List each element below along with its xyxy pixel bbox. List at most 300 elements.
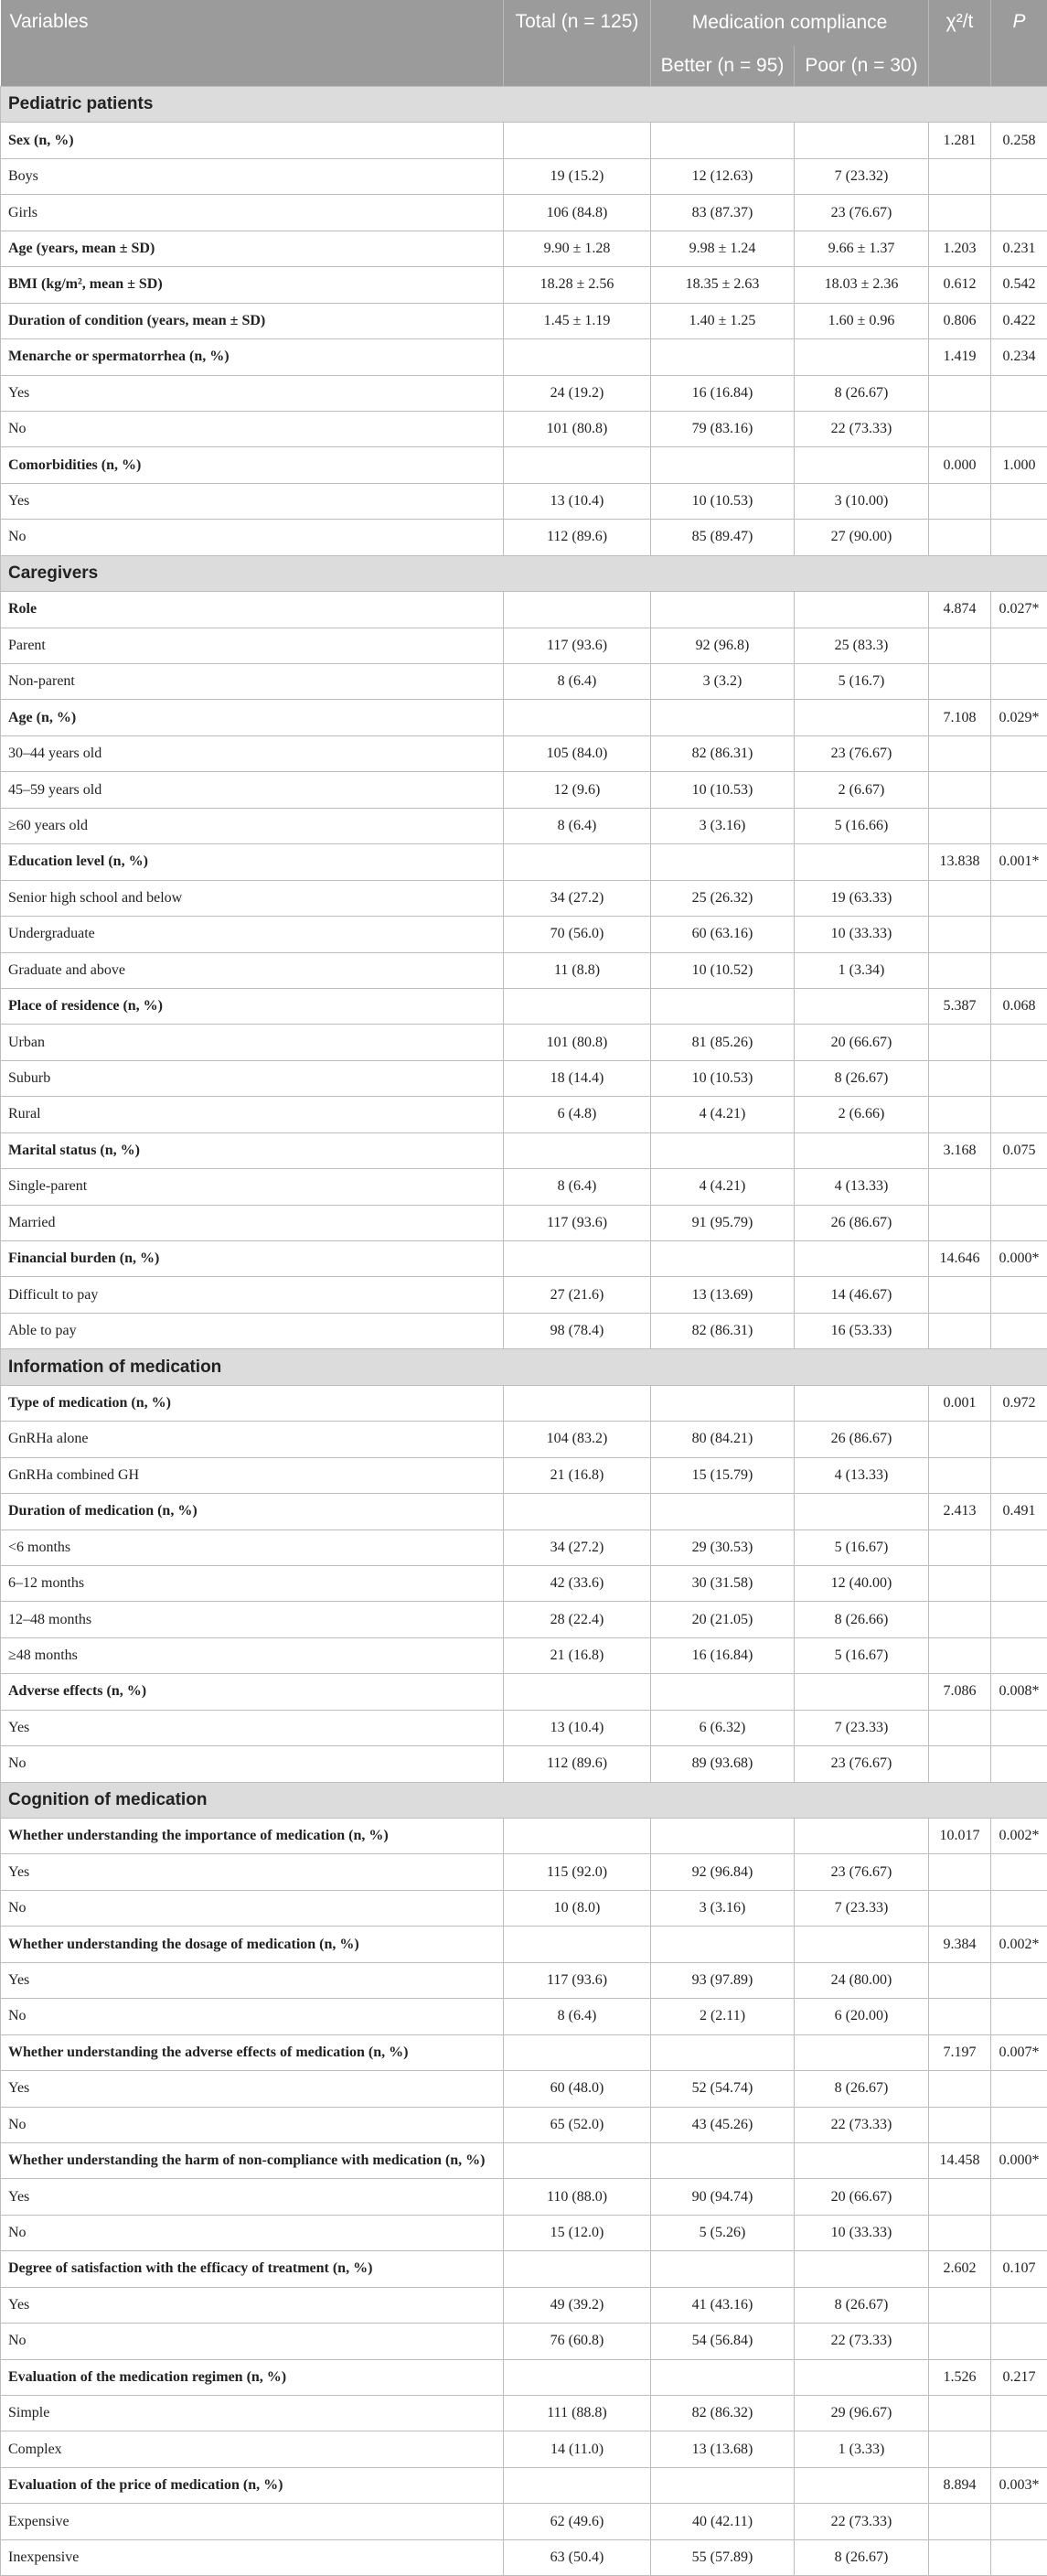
cell-better: 4 (4.21)	[651, 1169, 795, 1205]
row-label: No	[1, 2215, 504, 2250]
cell-poor: 16 (53.33)	[795, 1313, 929, 1348]
row-label: GnRHa combined GH	[1, 1457, 504, 1493]
cell-total: 60 (48.0)	[504, 2071, 651, 2107]
cell-better: 12 (12.63)	[651, 158, 795, 194]
cell-chi-t	[929, 1854, 991, 1890]
section-title: Pediatric patients	[1, 87, 1047, 123]
cell-total	[504, 2251, 651, 2287]
cell-poor	[795, 1241, 929, 1277]
cell-better: 81 (85.26)	[651, 1025, 795, 1060]
cell-better: 80 (84.21)	[651, 1422, 795, 1457]
cell-chi-t	[929, 917, 991, 952]
cell-chi-t	[929, 1277, 991, 1313]
category-row	[1, 700, 1047, 735]
cell-total: 12 (9.6)	[504, 772, 651, 808]
cell-better: 20 (21.05)	[651, 1602, 795, 1637]
table-row	[1, 483, 1047, 519]
cell-p-value	[991, 1637, 1047, 1673]
cell-p-value: 0.001*	[991, 844, 1047, 880]
cell-p-value	[991, 375, 1047, 411]
row-label: Yes	[1, 375, 504, 411]
category-row	[1, 2034, 1047, 2070]
cell-total	[504, 2142, 651, 2178]
cell-better: 2 (2.11)	[651, 1999, 795, 2034]
cell-chi-t	[929, 2287, 991, 2323]
cell-poor: 22 (73.33)	[795, 2107, 929, 2142]
cell-total: 63 (50.4)	[504, 2539, 651, 2575]
cell-better	[651, 700, 795, 735]
cell-poor: 2 (6.67)	[795, 772, 929, 808]
cell-p-value	[991, 1746, 1047, 1782]
category-row	[1, 1674, 1047, 1710]
cell-p-value	[991, 2324, 1047, 2359]
row-label: No	[1, 520, 504, 555]
cell-better	[651, 1674, 795, 1710]
cell-poor	[795, 2467, 929, 2503]
cell-poor: 5 (16.66)	[795, 808, 929, 843]
row-label: 30–44 years old	[1, 735, 504, 771]
cell-better	[651, 1385, 795, 1421]
cell-chi-t: 2.413	[929, 1494, 991, 1530]
cell-poor: 1.60 ± 0.96	[795, 303, 929, 338]
table-row	[1, 195, 1047, 231]
cell-poor: 26 (86.67)	[795, 1205, 929, 1240]
cell-chi-t	[929, 1097, 991, 1132]
cell-chi-t: 7.197	[929, 2034, 991, 2070]
table-row	[1, 2431, 1047, 2467]
row-label: Yes	[1, 2287, 504, 2323]
cell-poor	[795, 592, 929, 628]
category-row	[1, 1241, 1047, 1277]
cell-p-value: 0.217	[991, 2359, 1047, 2395]
cell-chi-t	[929, 1746, 991, 1782]
cell-total: 112 (89.6)	[504, 1746, 651, 1782]
cell-poor: 8 (26.67)	[795, 2287, 929, 2323]
cell-chi-t	[929, 2539, 991, 2575]
cell-poor: 6 (20.00)	[795, 1999, 929, 2034]
cell-p-value	[991, 2179, 1047, 2215]
cell-poor: 10 (33.33)	[795, 917, 929, 952]
cell-chi-t: 10.017	[929, 1819, 991, 1854]
table-row	[1, 1205, 1047, 1240]
cell-better	[651, 2034, 795, 2070]
cell-poor	[795, 1385, 929, 1421]
table-row	[1, 375, 1047, 411]
table-row	[1, 1999, 1047, 2034]
cell-total: 18 (14.4)	[504, 1060, 651, 1096]
cell-better	[651, 2359, 795, 2395]
cell-chi-t	[929, 2179, 991, 2215]
category-row	[1, 231, 1047, 266]
section-title: Information of medication	[1, 1349, 1047, 1385]
row-label: No	[1, 411, 504, 446]
row-label: ≥48 months	[1, 1637, 504, 1673]
cell-chi-t	[929, 483, 991, 519]
cell-total: 13 (10.4)	[504, 1710, 651, 1745]
cell-p-value	[991, 1313, 1047, 1348]
header-poor: Poor (n = 30)	[795, 46, 929, 87]
cell-chi-t: 5.387	[929, 988, 991, 1024]
category-row	[1, 988, 1047, 1024]
category-row	[1, 303, 1047, 338]
cell-better: 89 (93.68)	[651, 1746, 795, 1782]
row-label: No	[1, 2324, 504, 2359]
cell-chi-t: 0.612	[929, 267, 991, 303]
row-label: Duration of medication (n, %)	[1, 1494, 504, 1530]
cell-poor	[795, 339, 929, 375]
cell-chi-t	[929, 520, 991, 555]
cell-better	[651, 2251, 795, 2287]
cell-poor: 24 (80.00)	[795, 1962, 929, 1998]
cell-chi-t	[929, 1962, 991, 1998]
cell-better: 9.98 ± 1.24	[651, 231, 795, 266]
cell-chi-t: 4.874	[929, 592, 991, 628]
header-variables: Variables	[1, 0, 504, 87]
cell-poor: 8 (26.66)	[795, 1602, 929, 1637]
cell-total: 1.45 ± 1.19	[504, 303, 651, 338]
cell-poor: 12 (40.00)	[795, 1565, 929, 1601]
cell-poor: 1 (3.34)	[795, 952, 929, 988]
row-label: Graduate and above	[1, 952, 504, 988]
cell-p-value: 0.107	[991, 2251, 1047, 2287]
cell-p-value	[991, 735, 1047, 771]
cell-better: 54 (56.84)	[651, 2324, 795, 2359]
category-row	[1, 123, 1047, 158]
cell-chi-t: 7.108	[929, 700, 991, 735]
row-label: Simple	[1, 2396, 504, 2431]
row-label: Senior high school and below	[1, 880, 504, 916]
cell-total: 34 (27.2)	[504, 1530, 651, 1565]
table-row	[1, 664, 1047, 700]
header-medication-compliance: Medication compliance	[651, 0, 929, 46]
cell-p-value: 0.068	[991, 988, 1047, 1024]
cell-total: 101 (80.8)	[504, 411, 651, 446]
cell-better: 92 (96.84)	[651, 1854, 795, 1890]
row-label: 12–48 months	[1, 1602, 504, 1637]
cell-poor: 1 (3.33)	[795, 2431, 929, 2467]
section-title: Cognition of medication	[1, 1782, 1047, 1818]
cell-chi-t	[929, 375, 991, 411]
category-row	[1, 592, 1047, 628]
cell-better	[651, 844, 795, 880]
table-row	[1, 2179, 1047, 2215]
cell-poor	[795, 844, 929, 880]
cell-better: 18.35 ± 2.63	[651, 267, 795, 303]
table-row	[1, 2324, 1047, 2359]
cell-total: 8 (6.4)	[504, 1999, 651, 2034]
row-label: Yes	[1, 2179, 504, 2215]
cell-better: 10 (10.53)	[651, 1060, 795, 1096]
cell-better	[651, 2467, 795, 2503]
cell-better: 16 (16.84)	[651, 375, 795, 411]
cell-better: 93 (97.89)	[651, 1962, 795, 1998]
cell-poor: 23 (76.67)	[795, 1854, 929, 1890]
cell-total	[504, 1385, 651, 1421]
cell-total: 106 (84.8)	[504, 195, 651, 231]
table-row	[1, 1025, 1047, 1060]
cell-p-value	[991, 1602, 1047, 1637]
row-label: Expensive	[1, 2504, 504, 2539]
cell-p-value	[991, 664, 1047, 700]
table-row	[1, 2504, 1047, 2539]
cell-total	[504, 2034, 651, 2070]
cell-poor: 19 (63.33)	[795, 880, 929, 916]
cell-poor: 5 (16.67)	[795, 1637, 929, 1673]
cell-p-value	[991, 628, 1047, 663]
cell-better: 13 (13.69)	[651, 1277, 795, 1313]
cell-poor: 7 (23.32)	[795, 158, 929, 194]
cell-chi-t: 9.384	[929, 1927, 991, 1962]
row-label: Parent	[1, 628, 504, 663]
cell-total: 18.28 ± 2.56	[504, 267, 651, 303]
row-label: Whether understanding the importance of medication (n, %)	[1, 1819, 504, 1854]
cell-poor: 22 (73.33)	[795, 411, 929, 446]
header-better: Better (n = 95)	[651, 46, 795, 87]
cell-chi-t	[929, 664, 991, 700]
row-label: Yes	[1, 1710, 504, 1745]
cell-better: 79 (83.16)	[651, 411, 795, 446]
table-row	[1, 1602, 1047, 1637]
table-row	[1, 2396, 1047, 2431]
table-row	[1, 2215, 1047, 2250]
cell-better: 41 (43.16)	[651, 2287, 795, 2323]
cell-total: 11 (8.8)	[504, 952, 651, 988]
table-row	[1, 808, 1047, 843]
cell-better: 10 (10.53)	[651, 483, 795, 519]
cell-chi-t: 8.894	[929, 2467, 991, 2503]
row-label: Duration of condition (years, mean ± SD)	[1, 303, 504, 338]
cell-p-value	[991, 158, 1047, 194]
cell-total: 65 (52.0)	[504, 2107, 651, 2142]
cell-chi-t	[929, 735, 991, 771]
cell-poor: 5 (16.7)	[795, 664, 929, 700]
row-label: Education level (n, %)	[1, 844, 504, 880]
cell-chi-t	[929, 1999, 991, 2034]
cell-p-value: 0.234	[991, 339, 1047, 375]
cell-total: 104 (83.2)	[504, 1422, 651, 1457]
cell-total	[504, 1494, 651, 1530]
cell-p-value: 0.075	[991, 1132, 1047, 1168]
cell-better: 55 (57.89)	[651, 2539, 795, 2575]
cell-poor: 25 (83.3)	[795, 628, 929, 663]
cell-poor	[795, 1494, 929, 1530]
header-total: Total (n = 125)	[504, 0, 651, 87]
cell-p-value	[991, 1422, 1047, 1457]
cell-p-value: 0.003*	[991, 2467, 1047, 2503]
cell-total: 34 (27.2)	[504, 880, 651, 916]
header-p: P	[991, 0, 1047, 87]
cell-chi-t	[929, 1565, 991, 1601]
cell-chi-t	[929, 628, 991, 663]
table-row	[1, 880, 1047, 916]
row-label: Age (n, %)	[1, 700, 504, 735]
table-row	[1, 1854, 1047, 1890]
table-row	[1, 1890, 1047, 1926]
cell-poor: 20 (66.67)	[795, 1025, 929, 1060]
cell-p-value: 0.422	[991, 303, 1047, 338]
cell-total: 49 (39.2)	[504, 2287, 651, 2323]
cell-better	[651, 123, 795, 158]
category-row	[1, 1819, 1047, 1854]
cell-chi-t	[929, 1060, 991, 1096]
cell-better: 91 (95.79)	[651, 1205, 795, 1240]
cell-p-value	[991, 483, 1047, 519]
cell-poor	[795, 700, 929, 735]
cell-p-value	[991, 195, 1047, 231]
cell-total: 21 (16.8)	[504, 1637, 651, 1673]
cell-p-value	[991, 1205, 1047, 1240]
cell-p-value	[991, 1710, 1047, 1745]
table-row	[1, 2107, 1047, 2142]
cell-chi-t	[929, 1710, 991, 1745]
cell-total: 111 (88.8)	[504, 2396, 651, 2431]
cell-better: 82 (86.31)	[651, 735, 795, 771]
row-label: No	[1, 1746, 504, 1782]
cell-chi-t	[929, 1313, 991, 1348]
cell-better: 3 (3.2)	[651, 664, 795, 700]
row-label: Undergraduate	[1, 917, 504, 952]
category-row	[1, 1132, 1047, 1168]
cell-poor	[795, 1927, 929, 1962]
cell-p-value	[991, 1025, 1047, 1060]
cell-poor: 4 (13.33)	[795, 1169, 929, 1205]
cell-p-value	[991, 772, 1047, 808]
cell-chi-t	[929, 1457, 991, 1493]
cell-better: 92 (96.8)	[651, 628, 795, 663]
cell-better: 5 (5.26)	[651, 2215, 795, 2250]
cell-total: 98 (78.4)	[504, 1313, 651, 1348]
table-row	[1, 1710, 1047, 1745]
row-label: Menarche or spermatorrhea (n, %)	[1, 339, 504, 375]
row-label: Whether understanding the dosage of medication (n, %)	[1, 1927, 504, 1962]
row-label: Married	[1, 1205, 504, 1240]
cell-better: 25 (26.32)	[651, 880, 795, 916]
cell-total: 105 (84.0)	[504, 735, 651, 771]
cell-poor	[795, 1674, 929, 1710]
cell-total	[504, 700, 651, 735]
cell-poor: 23 (76.67)	[795, 195, 929, 231]
cell-poor: 3 (10.00)	[795, 483, 929, 519]
cell-p-value	[991, 2431, 1047, 2467]
cell-poor	[795, 1819, 929, 1854]
cell-p-value	[991, 2539, 1047, 2575]
cell-poor: 27 (90.00)	[795, 520, 929, 555]
row-label: Yes	[1, 1962, 504, 1998]
cell-chi-t	[929, 1169, 991, 1205]
cell-chi-t	[929, 2504, 991, 2539]
cell-p-value: 0.542	[991, 267, 1047, 303]
row-label: Boys	[1, 158, 504, 194]
cell-p-value	[991, 1097, 1047, 1132]
cell-p-value: 0.008*	[991, 1674, 1047, 1710]
row-label: Financial burden (n, %)	[1, 1241, 504, 1277]
cell-total: 115 (92.0)	[504, 1854, 651, 1890]
cell-p-value	[991, 952, 1047, 988]
table-row	[1, 1746, 1047, 1782]
cell-chi-t	[929, 2396, 991, 2431]
cell-chi-t	[929, 2431, 991, 2467]
row-label: No	[1, 2107, 504, 2142]
cell-better: 29 (30.53)	[651, 1530, 795, 1565]
cell-poor	[795, 988, 929, 1024]
row-label: Whether understanding the harm of non-compliance with medication (n, %)	[1, 2142, 504, 2178]
table-row	[1, 917, 1047, 952]
cell-chi-t	[929, 158, 991, 194]
section-row	[1, 1782, 1047, 1818]
cell-p-value: 0.029*	[991, 700, 1047, 735]
cell-chi-t	[929, 411, 991, 446]
cell-better	[651, 1819, 795, 1854]
table-row	[1, 158, 1047, 194]
category-row	[1, 339, 1047, 375]
cell-chi-t	[929, 1890, 991, 1926]
row-label: Marital status (n, %)	[1, 1132, 504, 1168]
cell-poor	[795, 2359, 929, 2395]
row-label: Yes	[1, 1854, 504, 1890]
cell-chi-t	[929, 808, 991, 843]
table-row	[1, 2539, 1047, 2575]
category-row	[1, 1927, 1047, 1962]
cell-chi-t	[929, 1422, 991, 1457]
cell-better	[651, 1241, 795, 1277]
table-row	[1, 520, 1047, 555]
cell-p-value: 1.000	[991, 447, 1047, 483]
cell-total: 101 (80.8)	[504, 1025, 651, 1060]
cell-better: 6 (6.32)	[651, 1710, 795, 1745]
cell-chi-t: 0.000	[929, 447, 991, 483]
cell-p-value	[991, 917, 1047, 952]
cell-poor: 5 (16.67)	[795, 1530, 929, 1565]
cell-better	[651, 447, 795, 483]
row-label: Type of medication (n, %)	[1, 1385, 504, 1421]
cell-poor: 22 (73.33)	[795, 2504, 929, 2539]
cell-poor	[795, 2251, 929, 2287]
table-header	[1, 0, 1047, 87]
row-label: Degree of satisfaction with the efficacy of treatment (n, %)	[1, 2251, 504, 2287]
cell-p-value	[991, 1530, 1047, 1565]
row-label: Urban	[1, 1025, 504, 1060]
table-row	[1, 1313, 1047, 1348]
row-label: Difficult to pay	[1, 1277, 504, 1313]
category-row	[1, 1494, 1047, 1530]
cell-p-value	[991, 2215, 1047, 2250]
section-row	[1, 555, 1047, 591]
cell-chi-t	[929, 1205, 991, 1240]
table-row	[1, 1962, 1047, 1998]
cell-p-value	[991, 1565, 1047, 1601]
cell-total	[504, 844, 651, 880]
cell-chi-t	[929, 2071, 991, 2107]
cell-better: 30 (31.58)	[651, 1565, 795, 1601]
cell-better: 10 (10.53)	[651, 772, 795, 808]
cell-p-value	[991, 520, 1047, 555]
cell-total: 13 (10.4)	[504, 483, 651, 519]
cell-chi-t	[929, 880, 991, 916]
cell-chi-t: 1.203	[929, 231, 991, 266]
cell-total: 76 (60.8)	[504, 2324, 651, 2359]
row-label: Girls	[1, 195, 504, 231]
row-label: 45–59 years old	[1, 772, 504, 808]
cell-total: 10 (8.0)	[504, 1890, 651, 1926]
cell-p-value	[991, 1854, 1047, 1890]
cell-total: 19 (15.2)	[504, 158, 651, 194]
cell-total	[504, 1241, 651, 1277]
table-row	[1, 1637, 1047, 1673]
cell-chi-t	[929, 772, 991, 808]
cell-better: 82 (86.32)	[651, 2396, 795, 2431]
cell-p-value	[991, 880, 1047, 916]
cell-p-value: 0.007*	[991, 2034, 1047, 2070]
